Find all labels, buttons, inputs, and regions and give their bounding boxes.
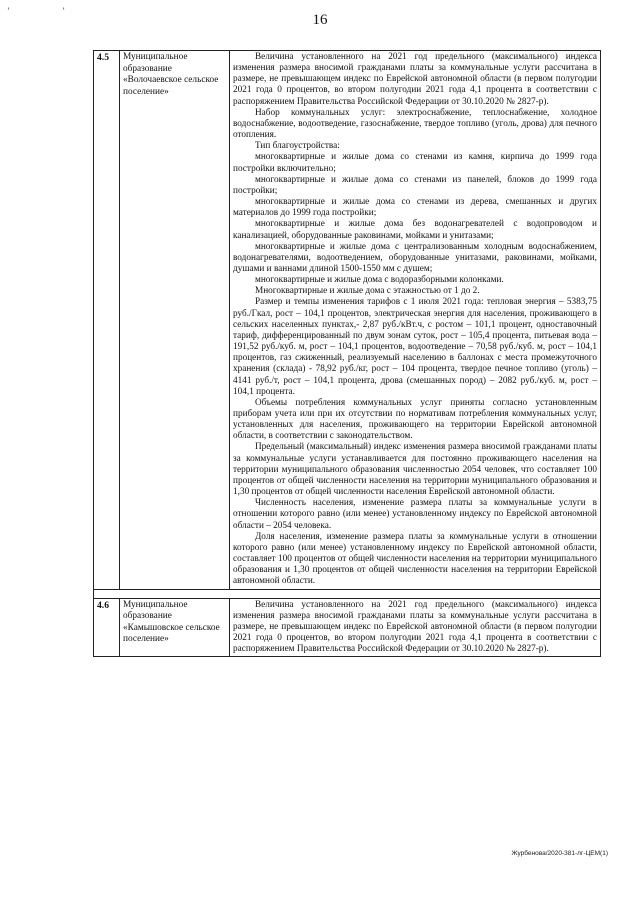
paragraph: многоквартирные и жилые дома со стенами из панелей, блоков до 1999 года постройки;	[233, 174, 597, 196]
paragraph: Численность населения, изменение размера платы за коммунальные услуги в отношении которого равно (или менее) установленному индексу по Еврейской автономной области – 2054 человека.	[233, 498, 597, 531]
document-footer-code: Журбенова/2020-381-лг-ЦЕМ(1)	[511, 850, 608, 857]
paragraph: Предельный (максимальный) индекс изменения размера вносимой гражданами платы за коммунальные услуги устанавливается для постоянно проживающего населения на территории муниципального образования численностью 2054 человек, что составляет 100 процентов от общей численности населения на территории муниципального образования и 1,30 процентов от общей численности населения Еврейской автономной области.	[233, 442, 597, 498]
row-description	[230, 598, 601, 657]
document-table	[93, 50, 601, 657]
row-number: 4.6	[94, 598, 120, 657]
scan-mark-left: ʼ	[7, 6, 10, 16]
paragraph: многоквартирные и жилые дома с централизованным холодным водоснабжением, водонагревателями, водоотведением, оборудованные унитазами, раковинами, мойками, душами и ваннами длиной 1500-1550 мм с душем;	[233, 241, 597, 274]
paragraph: Многоквартирные и жилые дома с этажностью от 1 до 2.	[255, 286, 480, 297]
paragraph: многоквартирные и жилые дома с водоразборными колонками.	[255, 275, 504, 286]
row-description	[230, 51, 601, 590]
paragraph: Тип благоустройства:	[255, 141, 340, 152]
row-number: 4.5	[94, 51, 120, 590]
scan-mark-right: ’	[62, 6, 65, 16]
paragraph: Величина установленного на 2021 год предельного (максимального) индекса изменения размера вносимой гражданами платы за коммунальные услуги рассчитана в размере, не превышающем индекс по Еврейской автономной области (в первом полугодии 2021 года 0 процентов, во втором полугодии 2021 года 4,1 процента в соответствии с распоряжением Правительства Российской Федерации от 30.10.2020 № 2827-р).	[233, 52, 597, 107]
table-row	[94, 51, 601, 590]
paragraph: Величина установленного на 2021 год предельного (максимального) индекса изменения размера вносимой гражданами платы за коммунальные услуги рассчитана в размере, не превышающем индекс по Еврейской автономной области (в первом полугодии 2021 года 0 процентов, во втором полугодии 2021 года 4,1 процента в соответствии с распоряжением Правительства Российской Федерации от 30.10.2020 № 2827-р).	[233, 599, 597, 655]
paragraph: Размер и темпы изменения тарифов с 1 июля 2021 года: тепловая энергия – 5383,75 руб./Гкал, рост – 104,1 процентов, электрическая энергия для населения, проживающего в сельских населенных пунктах,- 2,87 руб./кВт.ч, с ростом – 101,1 процент, одноставочный тариф, дифференцированный по двум зонам суток, рост – 105,4 процента, питьевая вода – 191,52 руб./куб. м, рост – 104,1 процентов, водоотведение – 70,58 руб./куб. м, рост – 104,1 процентов, газ сжиженный, реализуемый населению в баллонах с места промежуточного хранения (склада) - 78,92 руб./кг, рост – 104 процента, твердое печное топливо (уголь) – 4141 руб./т, рост – 104,1 процента, дрова (смешанных пород) – 2082 руб./куб. м, рост – 104,1 процента.	[233, 297, 597, 397]
paragraph: Доля населения, изменение размера платы за коммунальные услуги в отношении которого равно (или менее) установленному индексу по Еврейской автономной области, составляет 100 процентов от общей численности населения на территории муниципального образования и 1,30 процентов от общей численности населения на территории Еврейской автономной области.	[233, 531, 597, 587]
paragraph: многоквартирные и жилые дома без водонагревателей с водопроводом и канализацией, оборудованные раковинами, мойками и унитазами;	[233, 219, 597, 241]
table-gap	[94, 589, 601, 598]
paragraph: многоквартирные и жилые дома со стенами из камня, кирпича до 1999 года постройки включительно;	[233, 152, 597, 174]
municipality-name: Муниципальное образование «Камышовское сельское поселение»	[120, 598, 230, 657]
paragraph: Объемы потребления коммунальных услуг приняты согласно установленным приборам учета или при их отсутствии по нормативам потребления коммунальных услуг, установленных для населения, проживающего на территории Еврейской автономной области, в соответствии с законодательством.	[233, 397, 597, 442]
table-row	[94, 598, 601, 657]
municipality-name: Муниципальное образование «Волочаевское сельское поселение»	[120, 51, 230, 590]
gap-cell	[94, 589, 601, 598]
paragraph: Набор коммунальных услуг: электроснабжение, теплоснабжение, холодное водоснабжение, водоотведение, газоснабжение, твердое топливо (уголь, дрова) для печного отопления.	[233, 107, 597, 141]
paragraph: многоквартирные и жилые дома со стенами из дерева, смешанных и других материалов до 1999 года постройки;	[233, 197, 597, 219]
page-number: 16	[312, 12, 328, 28]
